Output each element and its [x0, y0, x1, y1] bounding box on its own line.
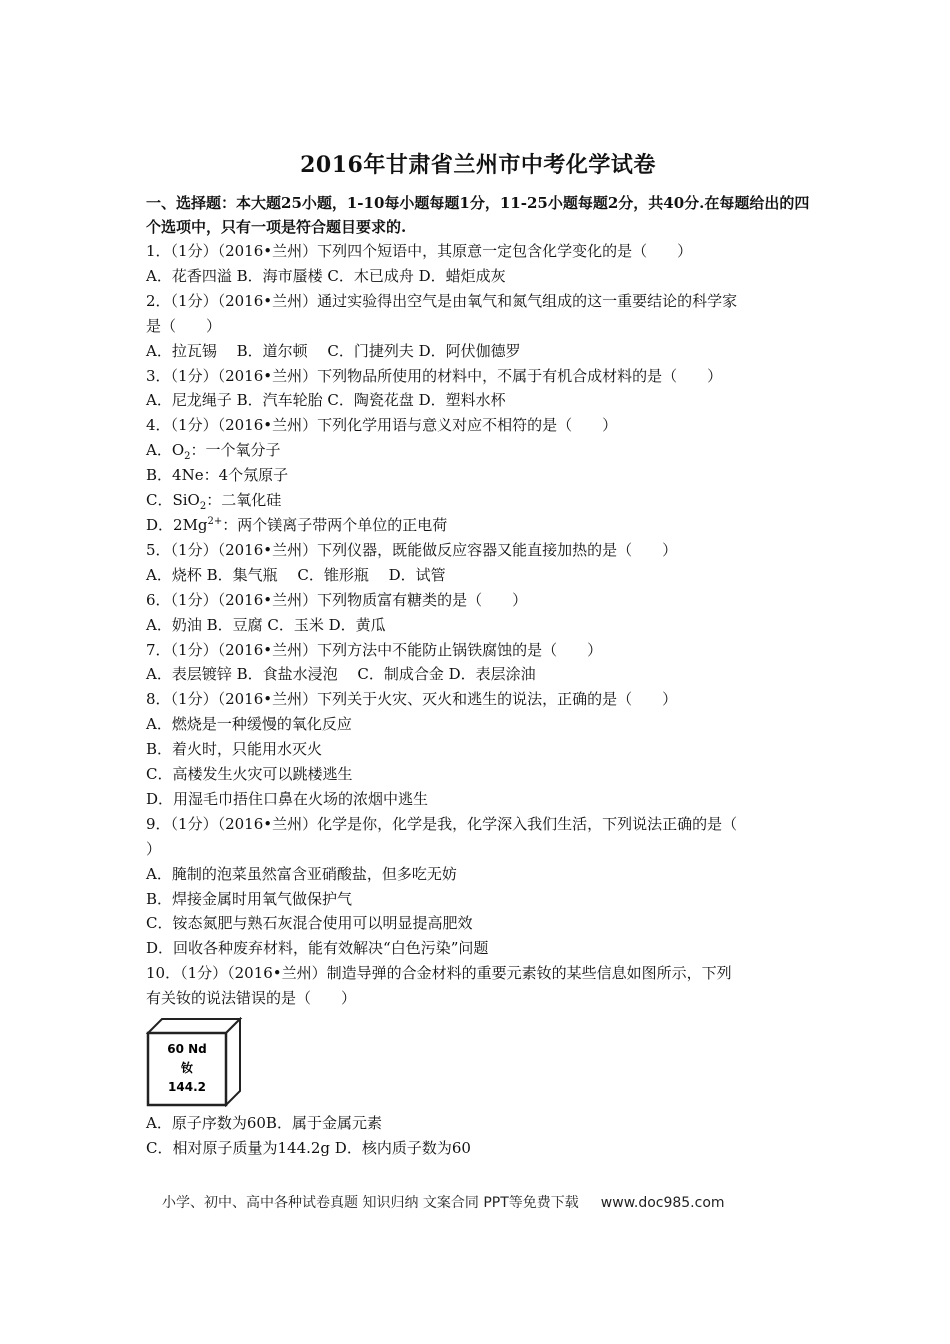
q4-c-subscript: 2 — [199, 501, 207, 513]
footer-text: 小学、初中、高中各种试卷真题 知识归纳 文案合同 PPT等免费下载 — [162, 1195, 579, 1211]
q4-c-formula: C．SiO — [146, 491, 200, 510]
section-instructions: 一、选择题：本大题25小题，1-10每小题每题1分，11-25小题每题2分，共40分.在每题给出的四个选项中，只有一项是符合题目要求的. — [146, 194, 810, 236]
q5-options: A．烧杯 B．集气瓶 C．锥形瓶 D．试管 — [146, 565, 446, 584]
q8-option-d: D．用湿毛巾捂住口鼻在火场的浓烟中逃生 — [146, 789, 429, 808]
q2-stem-continued: 是（ ） — [146, 316, 222, 335]
q6-options: A．奶油 B．豆腐 C．玉米 D．黄瓜 — [146, 615, 386, 634]
q8-option-b: B．着火时，只能用水灭火 — [146, 740, 323, 759]
q2-stem: 2．（1分）（2016•兰州）通过实验得出空气是由氧气和氮气组成的这一重要结论的科学家 — [146, 291, 738, 310]
element-figure — [146, 1015, 810, 1107]
footer-url[interactable]: www.doc985.com — [600, 1195, 725, 1211]
q10-stem-continued: 有关钕的说法错误的是（ ） — [146, 989, 357, 1008]
q4-option-d — [146, 513, 810, 538]
q4-d-formula: D．2Mg — [146, 515, 208, 534]
q6-stem: 6．（1分）（2016•兰州）下列物质富有糖类的是（ ） — [146, 590, 528, 609]
q4-option-c — [146, 488, 810, 513]
exam-page — [146, 148, 810, 1161]
element-mass: 144.2 — [168, 1080, 206, 1095]
q4-d-meaning: ：两个镁离子带两个单位的正电荷 — [222, 515, 448, 534]
q9-stem-continued: ） — [146, 839, 162, 858]
element-cube-icon — [146, 1017, 246, 1107]
element-symbol: 60 Nd — [167, 1042, 207, 1057]
q1-stem: 1．（1分）（2016•兰州）下列四个短语中，其原意一定包含化学变化的是（ ） — [146, 242, 693, 260]
element-name: 钕 — [180, 1061, 194, 1076]
q5-stem: 5．（1分）（2016•兰州）下列仪器，既能做反应容器又能直接加热的是（ ） — [146, 540, 678, 559]
q3-stem: 3．（1分）（2016•兰州）下列物品所使用的材料中，不属于有机合成材料的是（ ） — [146, 366, 723, 385]
q4-d-superscript: 2+ — [207, 515, 223, 527]
page-title: 2016年甘肃省兰州市中考化学试卷 — [300, 152, 656, 178]
q4-option-b: B．4Ne：4个氖原子 — [146, 466, 289, 485]
q4-a-formula: A．O — [146, 441, 185, 460]
q3-options: A．尼龙绳子 B．汽车轮胎 C．陶瓷花盘 D．塑料水杯 — [146, 391, 506, 410]
q9-option-a: A．腌制的泡菜虽然富含亚硝酸盐，但多吃无妨 — [146, 864, 457, 883]
q2-options: A．拉瓦锡 B．道尔顿 C．门捷列夫 D．阿伏伽德罗 — [146, 341, 521, 360]
q7-stem: 7．（1分）（2016•兰州）下列方法中不能防止锅铁腐蚀的是（ ） — [146, 640, 603, 659]
q4-option-a — [146, 438, 810, 463]
q8-option-c: C．高楼发生火灾可以跳楼逃生 — [146, 765, 353, 784]
q10-options-ab: A．原子序数为60B．属于金属元素 — [146, 1114, 382, 1133]
q10-stem: 10．（1分）（2016•兰州）制造导弹的合金材料的重要元素钕的某些信息如图所示，下列 — [146, 964, 732, 983]
q9-option-c: C．铵态氮肥与熟石灰混合使用可以明显提高肥效 — [146, 914, 473, 933]
q9-stem: 9．（1分）（2016•兰州）化学是你，化学是我，化学深入我们生活，下列说法正确的是（ — [146, 814, 738, 833]
q4-a-meaning: ：一个氧分子 — [190, 441, 281, 460]
q9-option-d: D．回收各种废弃材料，能有效解决“白色污染”问题 — [146, 939, 489, 958]
q4-a-subscript: 2 — [184, 451, 191, 463]
q4-c-meaning: ：二氧化硅 — [206, 491, 282, 510]
q8-option-a: A．燃烧是一种缓慢的氧化反应 — [146, 715, 352, 734]
q9-option-b: B．焊接金属时用氧气做保护气 — [146, 889, 353, 908]
q4-stem: 4．（1分）（2016•兰州）下列化学用语与意义对应不相符的是（ ） — [146, 416, 618, 435]
q7-options: A．表层镀锌 B．食盐水浸泡 C．制成合金 D．表层涂油 — [146, 665, 536, 684]
q10-options-cd: C．相对原子质量为144.2g D．核内质子数为60 — [146, 1139, 471, 1157]
q8-stem: 8．（1分）（2016•兰州）下列关于火灾、灭火和逃生的说法，正确的是（ ） — [146, 690, 678, 709]
q1-options: A．花香四溢 B．海市蜃楼 C．木已成舟 D．蜡炬成灰 — [146, 266, 506, 285]
footer — [162, 1192, 725, 1212]
